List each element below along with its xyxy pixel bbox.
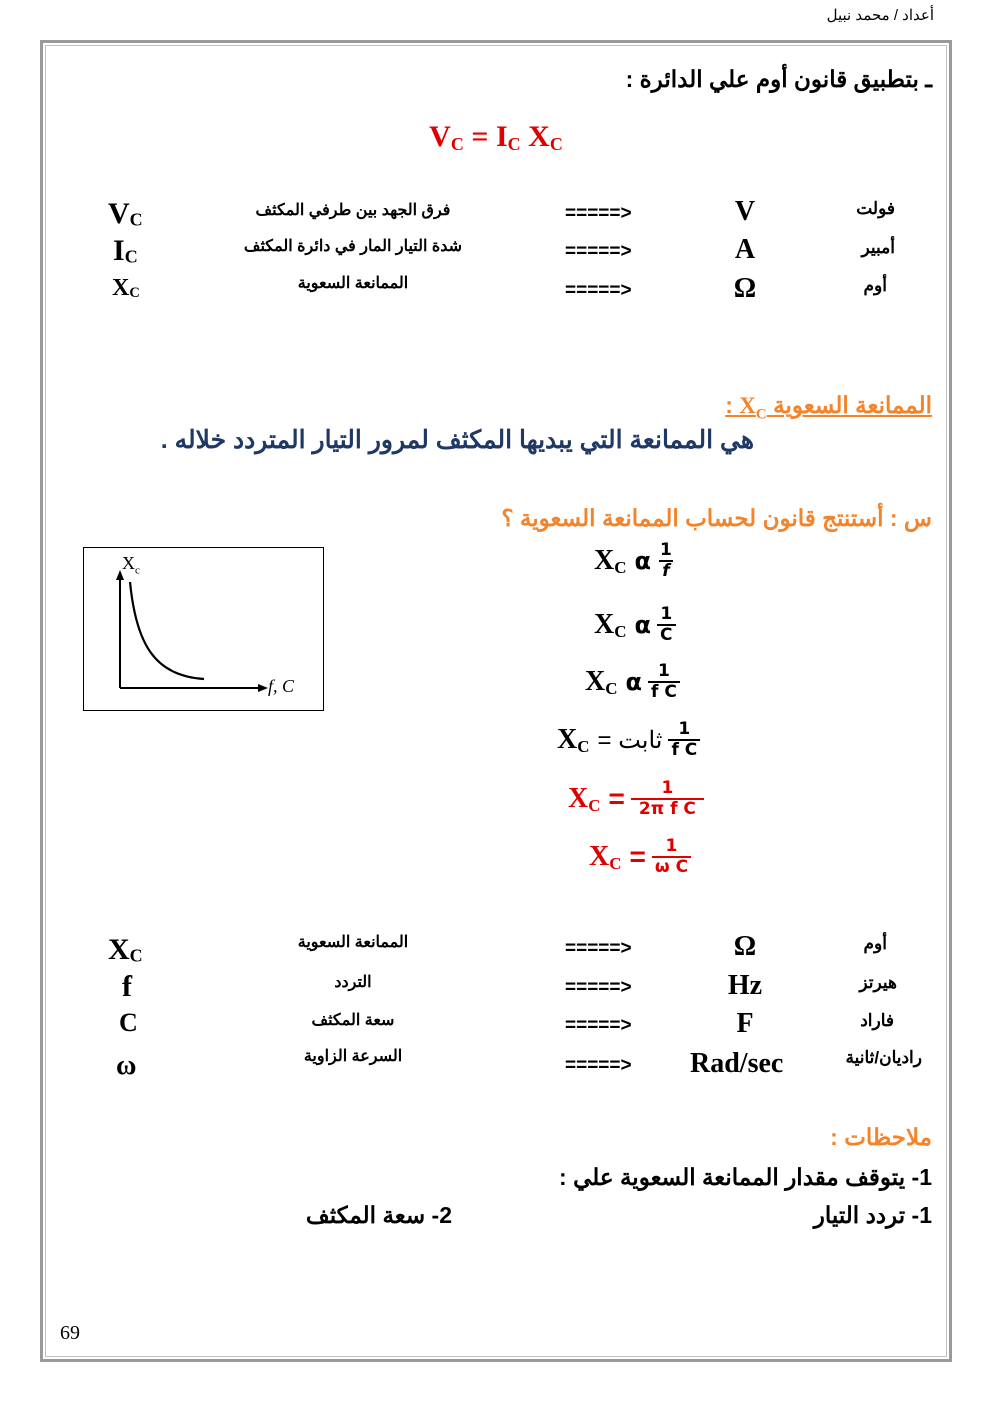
eq-op: =: [608, 783, 625, 815]
eq-sub: C: [614, 621, 627, 641]
eq-op: α: [634, 611, 652, 640]
table-row-symbol: [122, 970, 132, 1004]
reactance-title-ar: الممانعة السعوية: [773, 392, 932, 418]
eq-op: α: [625, 668, 643, 697]
symbol-sub: C: [129, 945, 143, 966]
title-sym-sub: C: [755, 406, 767, 423]
table-row-desc: السرعة الزاوية: [303, 1048, 403, 1065]
symbol-letter: ω: [116, 1050, 137, 1081]
law-x: X: [528, 120, 550, 153]
eq-denominator: ω C: [652, 856, 691, 878]
x-axis-arrow: [258, 684, 268, 692]
reactance-graph: [83, 547, 324, 711]
table-row-unit-name: راديان/ثانية: [845, 1048, 922, 1067]
eq-denominator: f C: [648, 681, 680, 703]
equation-3: [585, 662, 680, 702]
symbol-letter: X: [112, 275, 130, 301]
eq-lhs: X: [589, 840, 610, 872]
table-row-symbol: [113, 234, 138, 268]
eq-lhs: X: [594, 544, 615, 576]
table-row-symbol: [112, 275, 140, 302]
table-row-desc: الممانعة السعوية: [297, 275, 409, 292]
eq-lhs: X: [568, 782, 589, 814]
eq-numerator: 1: [660, 604, 673, 624]
graph-x-label: f, C: [268, 676, 295, 696]
notes-title: ملاحظات :: [830, 1124, 932, 1150]
law-i-sub: C: [507, 134, 521, 154]
symbol-letter: I: [113, 234, 125, 267]
symbol-letter: C: [119, 1008, 138, 1037]
eq-lhs: X: [594, 608, 615, 640]
law-i: I: [495, 120, 508, 153]
title-sym-letter: X: [739, 393, 756, 418]
table-row-arrow: =====>: [565, 1015, 632, 1036]
law-v-sub: C: [450, 134, 464, 154]
eq-numerator: 1: [665, 836, 678, 856]
equation-4: [557, 720, 700, 760]
eq-numerator: 1: [660, 540, 672, 560]
table-row-unit: Ω: [733, 273, 757, 304]
eq-op: = ثابت: [597, 726, 663, 754]
table-row-desc: شدة التيار المار في دائرة المكثف: [243, 238, 463, 255]
table-row-unit: Rad/sec: [690, 1048, 784, 1079]
table-row-unit: Ω: [733, 931, 757, 962]
eq-op: =: [629, 841, 646, 873]
table-row-symbol: [108, 197, 143, 231]
eq-sub: C: [605, 678, 618, 698]
table-row-unit: A: [734, 234, 756, 265]
graph-y-label: [122, 553, 140, 577]
law-x-sub: C: [549, 134, 563, 154]
eq-numerator: 1: [678, 719, 691, 739]
eq-denominator: 2π f C: [631, 798, 704, 820]
eq-sub: C: [614, 557, 627, 577]
table-row-arrow: =====>: [565, 1055, 632, 1076]
symbol-sub: C: [129, 285, 140, 302]
symbol-letter: f: [122, 970, 132, 1003]
table-row-symbol: [108, 933, 143, 967]
table-row-unit-name: أوم: [863, 934, 887, 953]
table-row-unit-name: هيرتز: [859, 973, 897, 992]
eq-sub: C: [588, 795, 601, 815]
note-item-frequency: 1- تردد التيار: [813, 1202, 932, 1228]
table-row-arrow: =====>: [565, 977, 632, 998]
table-row-symbol: [119, 1008, 138, 1038]
symbol-sub: C: [129, 209, 143, 230]
eq-numerator: 1: [657, 661, 670, 681]
eq-lhs: X: [585, 665, 606, 697]
table-row-arrow: =====>: [565, 280, 632, 301]
eq-sub: C: [609, 853, 622, 873]
eq-sub: C: [577, 736, 590, 756]
table-row-unit-name: أوم: [863, 276, 887, 295]
y-label-letter: X: [122, 553, 135, 573]
table-row-unit: F: [736, 1008, 754, 1039]
reactance-title-colon: :: [725, 392, 733, 418]
reactance-title: [725, 392, 932, 424]
reactance-curve: [130, 582, 204, 679]
table-row-arrow: =====>: [565, 938, 632, 959]
law-v: V: [429, 120, 451, 153]
symbol-letter: V: [108, 197, 130, 230]
equation-1: [594, 541, 675, 581]
eq-denominator: f: [659, 560, 672, 582]
eq-denominator: C: [657, 624, 675, 646]
table-row-desc: التردد: [334, 974, 372, 991]
equation-5: [568, 779, 704, 819]
table-row-symbol: [116, 1050, 136, 1082]
eq-numerator: 1: [661, 778, 674, 798]
ohm-law-heading: ـ بتطبيق قانون أوم علي الدائرة :: [625, 66, 932, 92]
eq-denominator: f C: [668, 739, 700, 761]
derivation-question: س : أستنتج قانون لحساب الممانعة السعوية ؟: [501, 505, 932, 531]
author-credit: أعداد / محمد نبيل: [826, 7, 934, 24]
ohm-law-formula: [0, 120, 992, 155]
symbol-letter: X: [108, 933, 130, 966]
reactance-definition: هي الممانعة التي يبديها المكثف لمرور التيار المتردد خلاله .: [160, 426, 754, 454]
table-row-unit-name: فاراد: [860, 1011, 894, 1030]
reactance-title-sym: [739, 393, 767, 423]
eq-op: α: [634, 547, 652, 576]
law-eq: =: [471, 120, 489, 153]
table-row-unit: Hz: [727, 970, 763, 1001]
y-label-sub: c: [135, 564, 140, 577]
table-row-desc: فرق الجهد بين طرفي المكثف: [255, 202, 451, 219]
page-number: 69: [60, 1322, 80, 1344]
table-row-unit-name: أمبير: [861, 238, 895, 257]
equation-2: [594, 605, 676, 645]
equation-6: [589, 837, 691, 877]
table-row-unit-name: فولت: [856, 199, 895, 218]
note-item-capacitance: 2- سعة المكثف: [305, 1202, 452, 1228]
eq-lhs: X: [557, 723, 578, 755]
note-line-1: 1- يتوقف مقدار الممانعة السعوية علي :: [559, 1164, 932, 1190]
table-row-unit: V: [734, 196, 756, 227]
table-row-arrow: =====>: [565, 203, 632, 224]
table-row-arrow: =====>: [565, 241, 632, 262]
symbol-sub: C: [124, 246, 138, 267]
table-row-desc: الممانعة السعوية: [297, 934, 409, 951]
table-row-desc: سعة المكثف: [311, 1012, 395, 1029]
